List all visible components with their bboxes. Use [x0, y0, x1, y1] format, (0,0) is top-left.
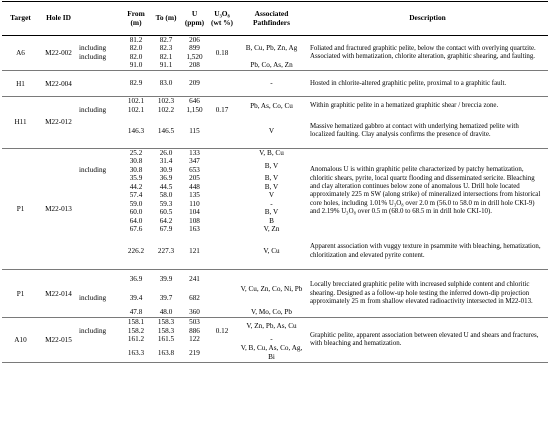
- hole-id-cell: M22-002: [39, 36, 78, 71]
- table-row: 163.3 163.8 219 V, B, Cu, As, Co, Ag, Bi: [2, 344, 548, 363]
- table-row: including 82.0 82.3 899 0.18: [79, 44, 229, 57]
- table-row: H11 M22-012 102.1 102.3 646 Pb, As, Co, Cu Within graphitic pelite in a hematized graphitic shear / breccia zone.: [2, 97, 548, 106]
- drill-results-table: [2, 1, 548, 363]
- table-row: 60.0 60.5 104 B, V: [129, 208, 279, 217]
- table-row: including 82.0 82.1 1,520: [79, 52, 203, 61]
- description-cell: Apparent association with vuggy texture in psammite with bleaching, hematization, chloritization and elevated pyrite content.: [307, 234, 548, 270]
- target-cell: H1: [2, 71, 39, 97]
- hole-id-cell: M22-014: [39, 270, 78, 318]
- table-row: 47.8 48.0 360 V, Mo, Co, Pb: [2, 308, 548, 318]
- description-cell: Within graphitic pelite in a hematized graphitic shear / breccia zone.: [310, 101, 499, 109]
- header-spacer: [78, 2, 121, 36]
- header-from: From (m): [121, 2, 151, 36]
- table-row: P1 M22-013 25.2 26.0 133 V, B, Cu Anomalous U is within graphitic pelite characterized by patchy hematization, chloritic shears, pyrite, local quartz flooding and disseminated sericite. Bleaching and clay alteration continues below zone of anomalous U. Drill hole located approximately 225 m SW (along strike) of mineralized intersections from historical core holes, including 1.01% U₃O₈ over 2.0 m (56.0 to 58.0 m in drill hole CKI-9) and 2.19% U₃O₈ over 0.5 m (68.0 to 68.5 m in drill hole CKI-10).: [2, 148, 548, 157]
- header-u: U (ppm): [181, 2, 208, 36]
- table-row: 161.2 161.5 122 -: [127, 335, 273, 344]
- table-row: H1 M22-004 82.9 83.0 209 - Hosted in chlorite-altered graphitic pelite, proximal to a graphitic fault.: [2, 71, 548, 97]
- header-u3o8: U₃O₈ (wt %): [208, 2, 236, 36]
- header-row: [2, 2, 548, 36]
- table-row: A6 M22-002 81.2 82.7 206 B, Cu, Pb, Zn, Ag Foliated and fractured graphitic pelite, below the contact with overlying quartzite. Associated with hematization, chlorite alteration, graphitic shearing, and faulting.: [2, 36, 548, 45]
- hole-id-cell: M22-004: [39, 71, 78, 97]
- table-row: 30.8 31.4 347 B, V: [129, 157, 279, 170]
- header-description: Description: [307, 2, 548, 36]
- header-hole-id: Hole ID: [39, 2, 78, 36]
- table-row: A10 M22-015 158.1 158.3 503 V, Zn, Pb, As, Cu Graphitic pelite, apparent association between elevated U and shears and fractures, with bleaching and hematization.: [2, 318, 548, 327]
- table-row: including 30.8 30.9 653: [79, 165, 200, 174]
- table-row: 35.9 36.9 205 B, V: [129, 174, 279, 183]
- table-row: 59.0 59.3 110 -: [129, 199, 273, 208]
- table-row: 44.2 44.5 448 B, V: [129, 182, 279, 191]
- table-row: 64.0 64.2 108 B: [129, 216, 274, 225]
- description-cell: Hosted in chlorite-altered graphitic pelite, proximal to a graphitic fault.: [307, 71, 548, 97]
- hole-id-cell: M22-013: [39, 148, 78, 269]
- header-target: Target: [2, 2, 39, 36]
- table-row: 91.0 91.1 208 Pb, Co, As, Zn: [2, 61, 548, 70]
- description-cell: Foliated and fractured graphitic pelite, below the contact with overlying quartzite. Associated with hematization, chlorite alteration, graphitic shearing, and faulting.: [307, 36, 548, 71]
- hole-id-cell: M22-015: [39, 318, 78, 363]
- table-row: P1 M22-014 36.9 39.9 241 V, Cu, Zn, Co, Ni, Pb Locally brecciated graphitic pelite with increased sulphide content and chloritic shearing. Designed as a follow-up hole testing the inferred down-dip projection approximately 25 m from shallow elevated radioactivity intersected in M22-013.: [2, 270, 548, 289]
- target-cell: H11: [2, 97, 39, 148]
- description-cell: Massive hematized gabbro at contact with underlying hematized pelite with localized faulting. Clay analysis confirms the presence of dravite.: [307, 114, 548, 148]
- table-row: including 158.2 158.3 886 0.12: [79, 326, 229, 335]
- target-cell: A6: [2, 36, 39, 71]
- table-row: 226.2 227.3 121 V, Cu Apparent association with vuggy texture in psammite with bleaching, hematization, chloritization and elevated pyrite content.: [2, 234, 548, 270]
- header-pathfinders: Associated Pathfinders: [236, 2, 307, 36]
- description-cell: Anomalous U is within graphitic pelite characterized by patchy hematization, chloritic shears, pyrite, local quartz flooding and disseminated sericite. Bleaching and clay alteration continues below zone of anomalous U. Drill hole located approximately 225 m SW (along strike) of mineralized intersections from historical core holes, including 1.01% U₃O₈ over 2.0 m (56.0 to 58.0 m in drill hole CKI-9) and 2.19% U₃O₈ over 0.5 m (68.0 to 68.5 m in drill hole CKI-10).: [310, 166, 541, 215]
- table-row: 146.3 146.5 115 V Massive hematized gabbro at contact with underlying hematized pelite with localized faulting. Clay analysis confirms the presence of dravite.: [2, 114, 548, 148]
- target-cell: P1: [2, 270, 39, 318]
- target-cell: P1: [2, 148, 39, 269]
- hole-id-cell: M22-012: [39, 97, 78, 148]
- target-cell: A10: [2, 318, 39, 363]
- table-row: 67.6 67.9 163 V, Zn: [129, 225, 280, 234]
- table-row: including 39.4 39.7 682: [79, 294, 200, 302]
- description-cell: Locally brecciated graphitic pelite with increased sulphide content and chloritic shearing. Designed as a follow-up hole testing the inferred down-dip projection approximately 25 m from shallow elevated radioactivity intersected in M22-013.: [307, 270, 548, 318]
- description-cell: Graphitic pelite, apparent association between elevated U and shears and fractures, with bleaching and hematization.: [307, 318, 548, 363]
- table-row: including 102.1 102.2 1,150 0.17: [79, 105, 229, 114]
- table-row: 57.4 58.0 135 V: [129, 191, 275, 200]
- header-to: To (m): [151, 2, 181, 36]
